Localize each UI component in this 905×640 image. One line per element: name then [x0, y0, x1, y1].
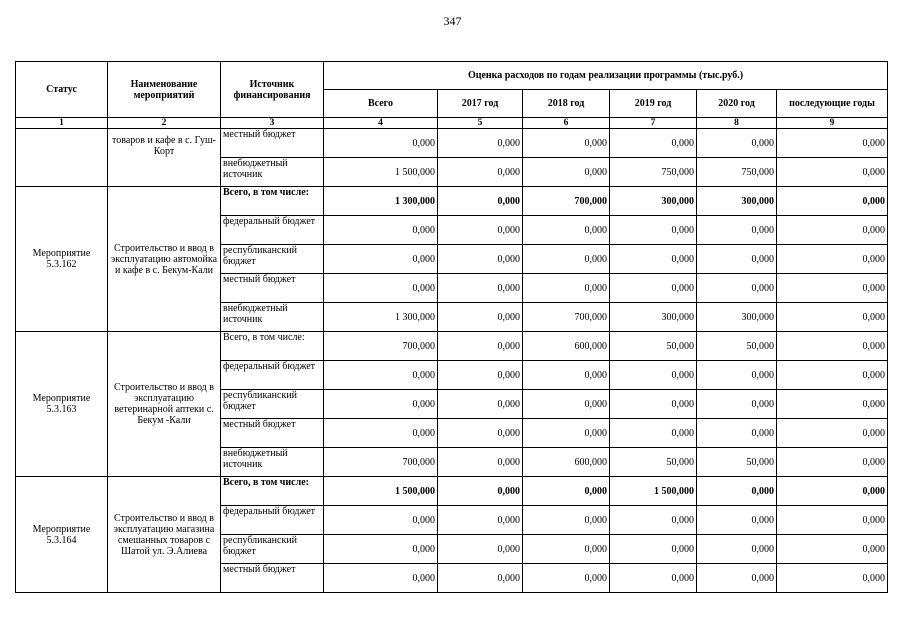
- value-cell: 0,000: [777, 419, 888, 448]
- value-cell: 300,000: [697, 303, 777, 332]
- measure-cell: Строительство и ввод в эксплуатацию ветеринарной аптеки с. Бекум -Кали: [108, 332, 221, 477]
- value-cell: 0,000: [438, 506, 523, 535]
- value-cell: 0,000: [777, 303, 888, 332]
- column-number: 4: [324, 118, 438, 129]
- value-cell: 0,000: [697, 216, 777, 245]
- value-cell: 0,000: [697, 477, 777, 506]
- value-cell: 0,000: [697, 274, 777, 303]
- column-number-row: [16, 118, 888, 129]
- value-cell: 0,000: [438, 448, 523, 477]
- value-cell: 0,000: [324, 390, 438, 419]
- status-cell: Мероприятие 5.3.164: [16, 477, 108, 593]
- page-number: 347: [443, 14, 462, 28]
- source-cell: федеральный бюджет: [221, 361, 324, 390]
- value-cell: 50,000: [697, 448, 777, 477]
- status-cell: Мероприятие 5.3.162: [16, 187, 108, 332]
- value-cell: 0,000: [438, 129, 523, 158]
- value-cell: 750,000: [610, 158, 697, 187]
- value-cell: 700,000: [324, 332, 438, 361]
- source-cell: местный бюджет: [221, 419, 324, 448]
- value-cell: 50,000: [610, 332, 697, 361]
- value-cell: 0,000: [610, 361, 697, 390]
- column-number: 9: [777, 118, 888, 129]
- value-cell: 0,000: [438, 216, 523, 245]
- value-cell: 0,000: [523, 477, 610, 506]
- budget-table: [15, 61, 888, 593]
- value-cell: 0,000: [438, 419, 523, 448]
- value-cell: 0,000: [438, 187, 523, 216]
- value-cell: 0,000: [438, 564, 523, 593]
- header-year-2019: 2019 год: [610, 90, 697, 118]
- value-cell: 0,000: [697, 390, 777, 419]
- value-cell: 0,000: [777, 390, 888, 419]
- value-cell: 0,000: [438, 303, 523, 332]
- value-cell: 0,000: [610, 535, 697, 564]
- column-number: 7: [610, 118, 697, 129]
- value-cell: 0,000: [610, 274, 697, 303]
- value-cell: 0,000: [438, 390, 523, 419]
- value-cell: 0,000: [610, 390, 697, 419]
- header-year-2017: 2017 год: [438, 90, 523, 118]
- value-cell: 50,000: [610, 448, 697, 477]
- column-number: 6: [523, 118, 610, 129]
- measure-name: товаров и кафе в с. Гуш-Корт: [112, 135, 216, 157]
- table-row-total: [16, 332, 888, 361]
- header-estimate: Оценка расходов по годам реализации программы (тыс.руб.): [324, 62, 888, 90]
- value-cell: 600,000: [523, 448, 610, 477]
- table-row-total: [16, 477, 888, 506]
- value-cell: 0,000: [610, 216, 697, 245]
- value-cell: 300,000: [610, 303, 697, 332]
- header-total: Всего: [324, 90, 438, 118]
- value-cell: 0,000: [777, 274, 888, 303]
- value-cell: 1 500,000: [324, 158, 438, 187]
- value-cell: 0,000: [697, 419, 777, 448]
- value-cell: 0,000: [324, 419, 438, 448]
- value-cell: 0,000: [438, 332, 523, 361]
- value-cell: 0,000: [438, 535, 523, 564]
- value-cell: 0,000: [523, 419, 610, 448]
- value-cell: 0,000: [610, 245, 697, 274]
- value-cell: 0,000: [777, 477, 888, 506]
- value-cell: 50,000: [697, 332, 777, 361]
- value-cell: 0,000: [324, 564, 438, 593]
- value-cell: 0,000: [324, 535, 438, 564]
- value-cell: 600,000: [523, 332, 610, 361]
- source-cell: республиканский бюджет: [221, 390, 324, 419]
- value-cell: 0,000: [523, 245, 610, 274]
- value-cell: 0,000: [697, 129, 777, 158]
- value-cell: 0,000: [523, 361, 610, 390]
- value-cell: 700,000: [523, 303, 610, 332]
- source-cell: федеральный бюджет: [221, 216, 324, 245]
- value-cell: 0,000: [777, 361, 888, 390]
- value-cell: 0,000: [697, 361, 777, 390]
- header-subsequent-years: последующие годы: [777, 90, 888, 118]
- value-cell: 1 300,000: [324, 303, 438, 332]
- source-cell: республиканский бюджет: [221, 535, 324, 564]
- column-number: 1: [16, 118, 108, 129]
- value-cell: 0,000: [523, 535, 610, 564]
- value-cell: 0,000: [777, 216, 888, 245]
- value-cell: 0,000: [777, 506, 888, 535]
- source-cell: местный бюджет: [221, 129, 324, 158]
- value-cell: 0,000: [777, 564, 888, 593]
- value-cell: 0,000: [438, 477, 523, 506]
- source-cell: республиканский бюджет: [221, 245, 324, 274]
- value-cell: 0,000: [324, 216, 438, 245]
- column-number: 3: [221, 118, 324, 129]
- value-cell: 0,000: [324, 506, 438, 535]
- value-cell: 0,000: [777, 448, 888, 477]
- table-row-total: [16, 187, 888, 216]
- measure-cell: [108, 129, 221, 187]
- value-cell: 0,000: [610, 564, 697, 593]
- value-cell: 0,000: [438, 361, 523, 390]
- value-cell: 300,000: [610, 187, 697, 216]
- value-cell: 0,000: [523, 274, 610, 303]
- value-cell: 0,000: [324, 129, 438, 158]
- header-source: Источник финансирования: [221, 62, 324, 118]
- value-cell: 0,000: [523, 506, 610, 535]
- value-cell: 0,000: [777, 129, 888, 158]
- status-cell-empty: [16, 129, 108, 187]
- value-cell: 300,000: [697, 187, 777, 216]
- source-cell: Всего, в том числе:: [221, 477, 324, 506]
- source-cell: внебюджетный источник: [221, 158, 324, 187]
- value-cell: 0,000: [777, 158, 888, 187]
- value-cell: 0,000: [610, 419, 697, 448]
- source-cell: Всего, в том числе:: [221, 332, 324, 361]
- source-cell: внебюджетный источник: [221, 303, 324, 332]
- source-cell: внебюджетный источник: [221, 448, 324, 477]
- column-number: 5: [438, 118, 523, 129]
- source-cell: Всего, в том числе:: [221, 187, 324, 216]
- source-cell: местный бюджет: [221, 564, 324, 593]
- value-cell: 0,000: [438, 245, 523, 274]
- value-cell: 0,000: [438, 158, 523, 187]
- measure-cell: Строительство и ввод в эксплуатацию магазина смешанных товаров с Шатой ул. Э.Алиева: [108, 477, 221, 593]
- value-cell: 0,000: [777, 332, 888, 361]
- status-cell: Мероприятие 5.3.163: [16, 332, 108, 477]
- column-number: 8: [697, 118, 777, 129]
- header-year-2020: 2020 год: [697, 90, 777, 118]
- value-cell: 0,000: [610, 506, 697, 535]
- value-cell: 0,000: [324, 361, 438, 390]
- value-cell: 700,000: [324, 448, 438, 477]
- value-cell: 0,000: [697, 506, 777, 535]
- value-cell: 1 500,000: [324, 477, 438, 506]
- source-cell: федеральный бюджет: [221, 506, 324, 535]
- value-cell: 0,000: [523, 158, 610, 187]
- column-number: 2: [108, 118, 221, 129]
- table-row: [16, 129, 888, 158]
- value-cell: 1 300,000: [324, 187, 438, 216]
- value-cell: 0,000: [777, 187, 888, 216]
- value-cell: 0,000: [523, 216, 610, 245]
- header-year-2018: 2018 год: [523, 90, 610, 118]
- source-cell: местный бюджет: [221, 274, 324, 303]
- value-cell: 0,000: [324, 245, 438, 274]
- value-cell: 0,000: [777, 245, 888, 274]
- measure-cell: Строительство и ввод в эксплуатацию автомойка и кафе в с. Бекум-Кали: [108, 187, 221, 332]
- value-cell: 0,000: [697, 245, 777, 274]
- value-cell: 0,000: [523, 129, 610, 158]
- value-cell: 0,000: [697, 564, 777, 593]
- value-cell: 0,000: [324, 274, 438, 303]
- value-cell: 700,000: [523, 187, 610, 216]
- header-status: Статус: [16, 62, 108, 118]
- value-cell: 0,000: [697, 535, 777, 564]
- value-cell: 0,000: [523, 564, 610, 593]
- header-measure: Наименование мероприятий: [108, 62, 221, 118]
- value-cell: 0,000: [610, 129, 697, 158]
- value-cell: 0,000: [438, 274, 523, 303]
- value-cell: 0,000: [777, 535, 888, 564]
- value-cell: 0,000: [523, 390, 610, 419]
- value-cell: 1 500,000: [610, 477, 697, 506]
- value-cell: 750,000: [697, 158, 777, 187]
